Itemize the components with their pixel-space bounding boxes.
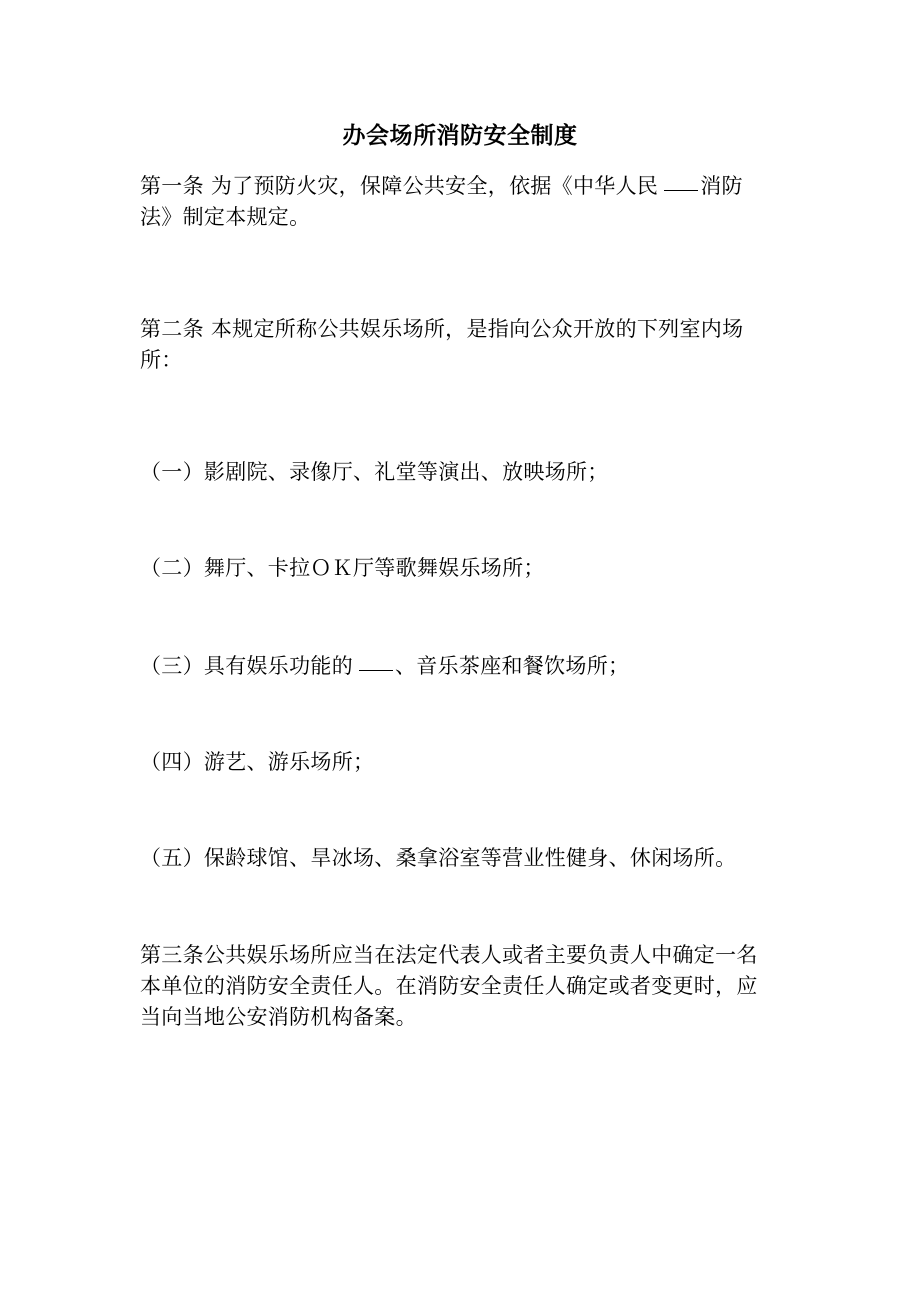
list-item-2 (140, 553, 780, 584)
article-1-text-after-blank: 消防 (700, 174, 743, 198)
article-1-text-before-blank: 第一条 为了预防火灾，保障公共安全，依据《中华人民 (140, 174, 659, 198)
article-1-line-1 (140, 171, 780, 202)
article-1 (140, 171, 780, 233)
list-item-1-text: （一）影剧院、录像厅、礼堂等演出、放映场所； (140, 460, 609, 484)
list-item-3-text-before-blank: （三）具有娱乐功能的 (140, 654, 353, 678)
article-2-line-2: 所： (140, 348, 183, 372)
article-3-line-3: 当向当地公安消防机构备案。 (140, 1005, 417, 1029)
list-item-2-text: （二）舞厅、卡拉ＯＫ厅等歌舞娱乐场所； (140, 556, 545, 580)
list-item-3 (140, 651, 780, 682)
list-item-3-text-after-blank: 、音乐茶座和餐饮场所； (395, 654, 630, 678)
list-item-3-line (140, 651, 780, 682)
fill-in-blank (664, 189, 698, 191)
list-item-5-text: （五）保龄球馆、旱冰场、桑拿浴室等营业性健身、休闲场所。 (140, 846, 737, 870)
list-item-5 (140, 843, 780, 874)
article-3-line-2: 本单位的消防安全责任人。在消防安全责任人确定或者变更时，应 (140, 974, 758, 998)
article-1-line-2: 法》制定本规定。 (140, 205, 311, 229)
article-3-line-1: 第三条公共娱乐场所应当在法定代表人或者主要负责人中确定一名 (140, 943, 758, 967)
article-2 (140, 314, 780, 376)
list-item-1 (140, 457, 780, 488)
article-3 (140, 940, 780, 1033)
list-item-4 (140, 747, 780, 778)
fill-in-blank (359, 669, 393, 671)
list-item-4-text: （四）游艺、游乐场所； (140, 750, 375, 774)
article-2-line-1: 第二条 本规定所称公共娱乐场所，是指向公众开放的下列室内场 (140, 317, 744, 341)
document-title: 办会场所消防安全制度 (342, 122, 578, 149)
